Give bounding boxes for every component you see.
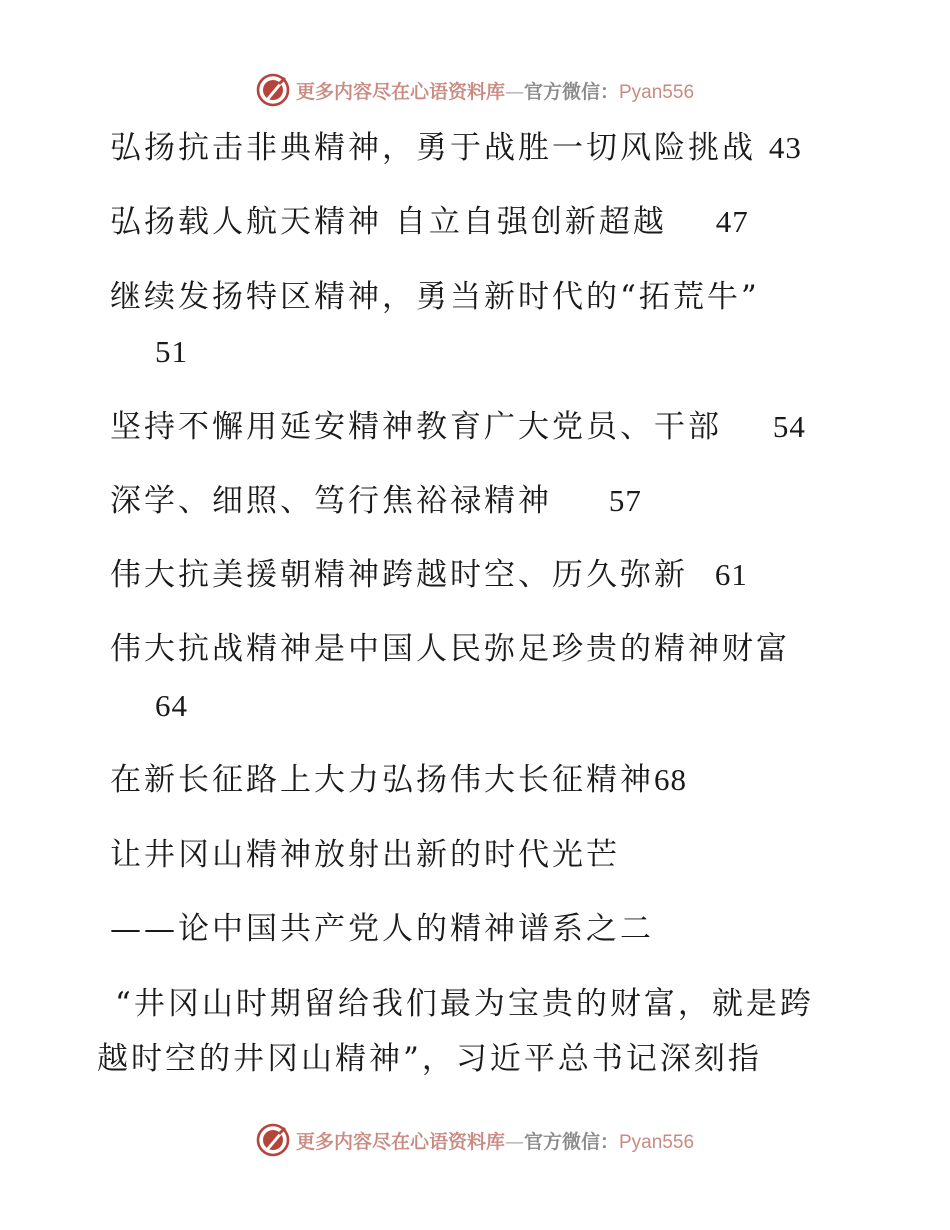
toc-entry (110, 481, 642, 521)
banner-text (296, 1127, 694, 1154)
toc-entry-page: 47 (715, 204, 749, 239)
footer-banner (0, 1120, 950, 1160)
toc-entry (110, 629, 790, 669)
banner-wechat-id: Pyan556 (619, 1131, 695, 1153)
toc-entry-title: 继续发扬特区精神，勇当新时代的“拓荒牛” (110, 279, 760, 315)
banner-dash: — (504, 1130, 524, 1153)
banner-wechat-label: 官方微信： (523, 1130, 619, 1153)
toc-entry-page: 61 (714, 557, 748, 592)
banner-dash: — (504, 80, 524, 103)
toc-entry-page: 64 (155, 688, 188, 723)
quill-logo-icon (256, 73, 290, 107)
toc-entry (110, 760, 687, 800)
banner-brand: 更多内容尽在心语资料库 (295, 80, 505, 103)
banner-wechat-id: Pyan556 (619, 81, 695, 103)
toc-entry-title: 伟大抗战精神是中国人民弥足珍贵的精神财富 (110, 631, 790, 667)
toc-entry (110, 202, 749, 242)
body-text-line: 越时空的井冈山精神”，习近平总书记深刻指 (97, 1041, 762, 1077)
banner-brand: 更多内容尽在心语资料库 (295, 1130, 505, 1153)
body-text-line: “井冈山时期留给我们最为宝贵的财富，就是跨 (115, 986, 814, 1022)
toc-entry-title: 深学、细照、笃行焦裕禄精神 (110, 483, 552, 519)
toc-entry-title: 在新长征路上大力弘扬伟大长征精神 (110, 762, 654, 798)
toc-entry-page: 43 (768, 130, 802, 165)
banner-wechat-label: 官方微信： (523, 80, 619, 103)
banner-text (296, 77, 694, 104)
quill-logo-icon (256, 1123, 290, 1157)
toc-entry-title: 伟大抗美援朝精神跨越时空、历久弥新 (110, 557, 688, 593)
toc-entry (110, 128, 802, 168)
article-subtitle: ——论中国共产党人的精神谱系之二 (110, 911, 654, 947)
toc-entry-page: 68 (654, 762, 687, 797)
toc-entry-page: 54 (772, 409, 806, 444)
toc-entry-title: 弘扬抗击非典精神，勇于战胜一切风险挑战 (110, 130, 756, 166)
toc-entry (110, 407, 806, 447)
toc-entry (110, 277, 760, 317)
toc-entry-page: 57 (608, 483, 642, 518)
toc-entry-title: 坚持不懈用延安精神教育广大党员、干部 (110, 409, 722, 445)
toc-entry-page: 51 (155, 334, 188, 369)
banner-content (256, 73, 694, 107)
header-banner (0, 70, 950, 110)
toc-entry (110, 555, 748, 595)
banner-content (256, 1123, 694, 1157)
article-title: 让井冈山精神放射出新的时代光芒 (110, 837, 620, 873)
toc-entry-title: 弘扬载人航天精神 自立自强创新超越 (110, 204, 667, 240)
